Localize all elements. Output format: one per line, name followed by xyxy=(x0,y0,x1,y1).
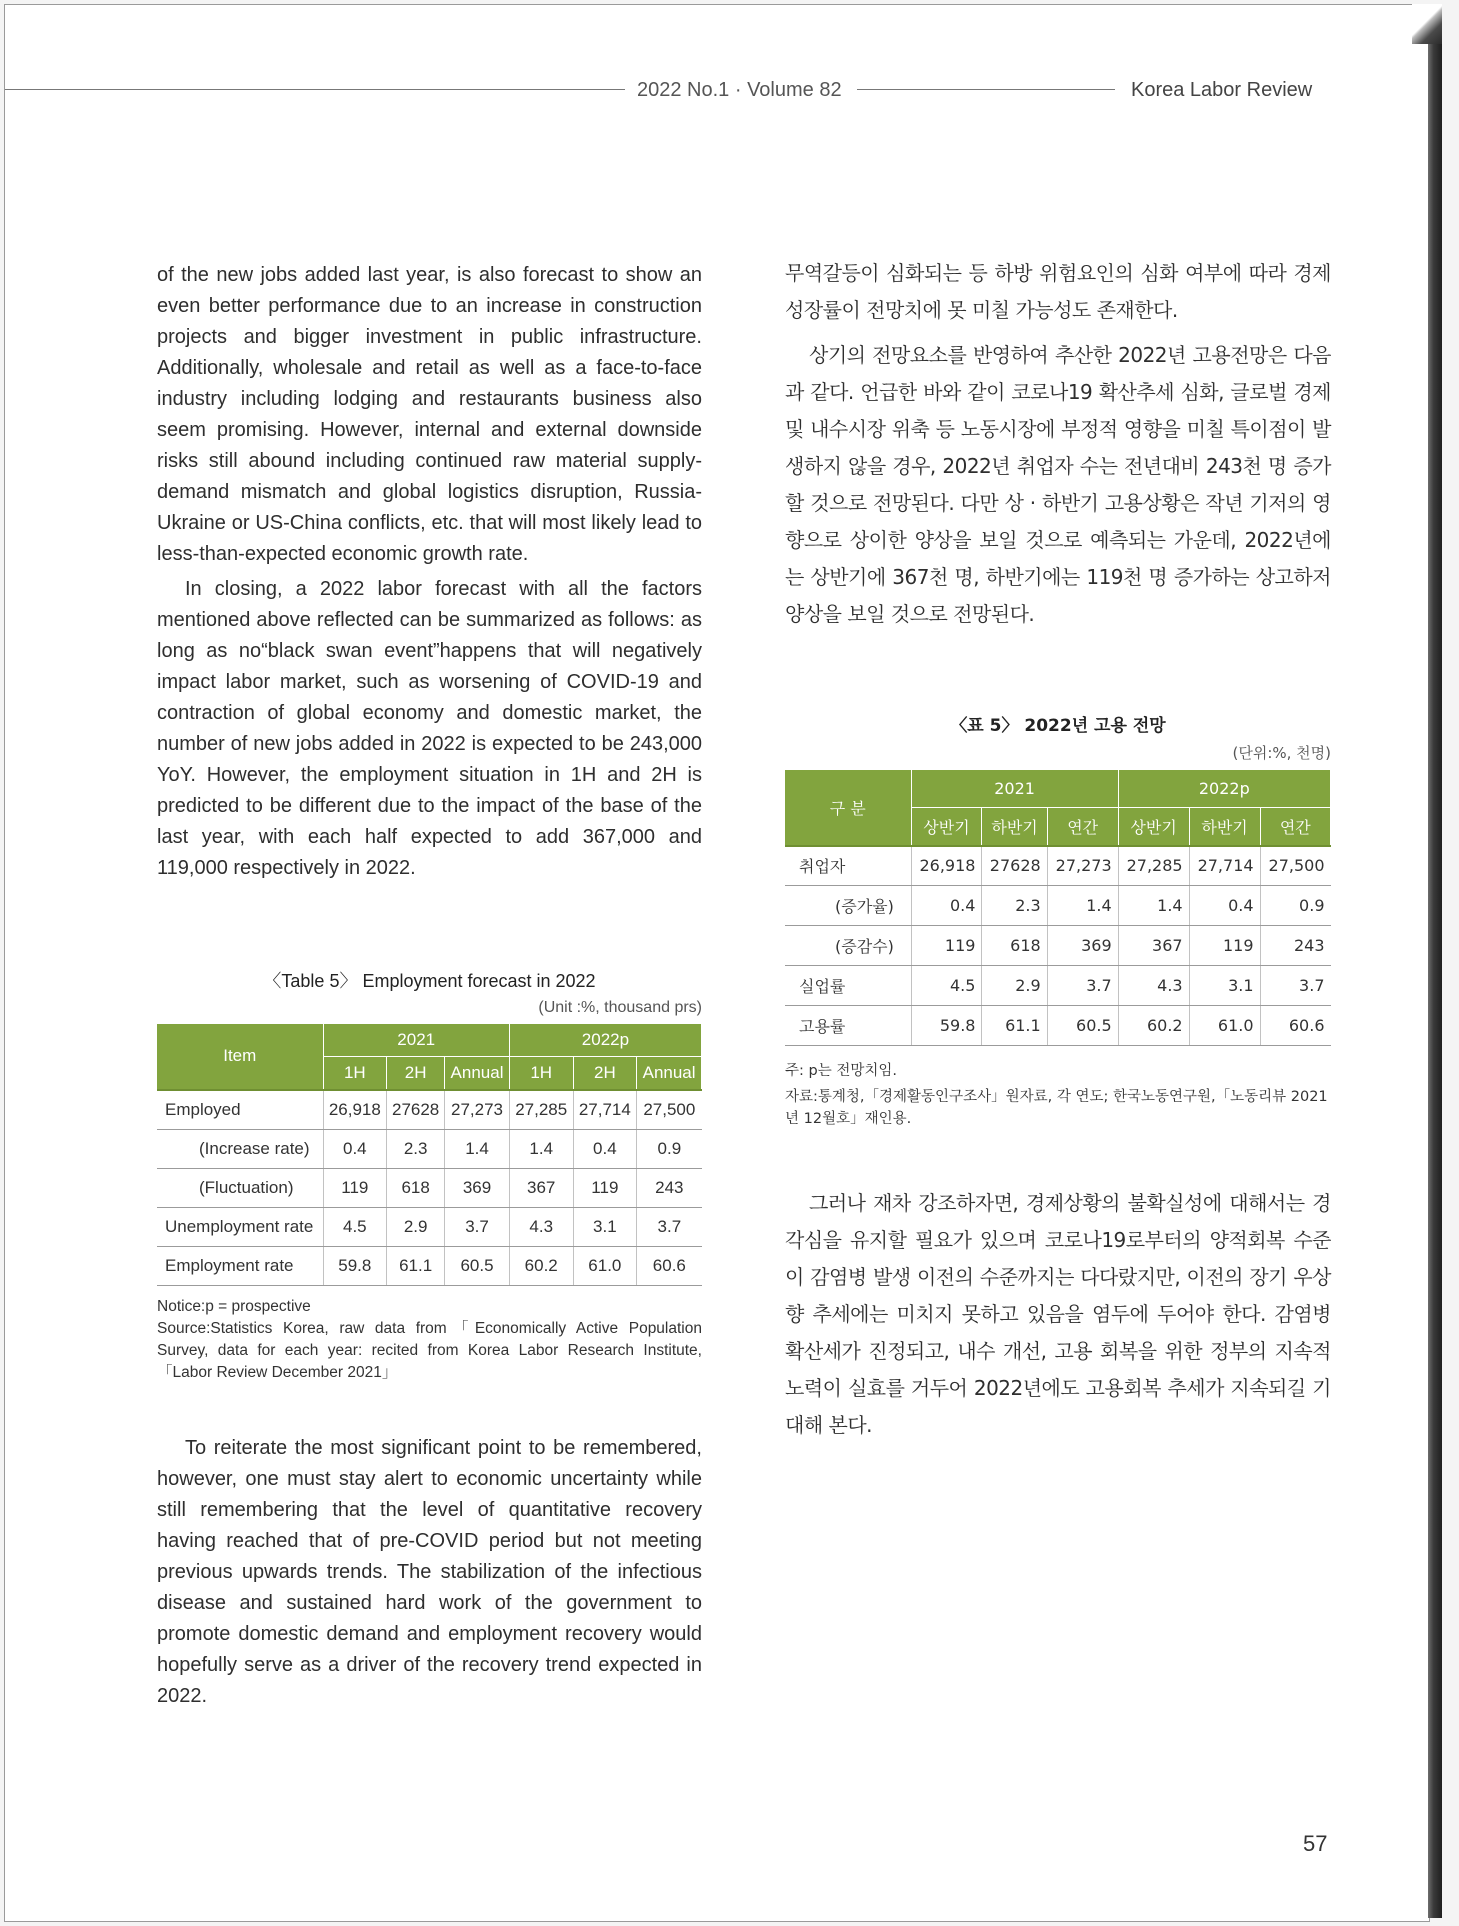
cell: 61.1 xyxy=(982,1006,1047,1046)
cell: 2.9 xyxy=(387,1207,445,1246)
cell: 59.8 xyxy=(323,1246,387,1285)
cell: 369 xyxy=(1047,926,1118,966)
table-en-subheader: 2H xyxy=(387,1057,445,1090)
table-en-unit: (Unit :%, thousand prs) xyxy=(538,999,702,1016)
header-rule-right xyxy=(857,89,1115,90)
table-ko-notes xyxy=(785,1060,1331,1130)
english-paragraph-2: In closing, a 2022 labor forecast with all the factors mentioned above reflected can be summarized as follows: as long as no“black swan event”happens that will negatively impact labor market, such as worsening of COVID-19 and contraction of global economy and domestic market, the number of new jobs added in 2022 is expected to be 243,000 YoY. However, the employment situation in 1H and 2H is predicted to be different due to the impact of the base of the last year, with each half expected to add 367,000 and 119,000 respectively in 2022. xyxy=(157,578,702,879)
table-ko-subheader: 연간 xyxy=(1047,808,1118,846)
page xyxy=(4,4,1430,1922)
cell: 60.6 xyxy=(637,1246,702,1285)
cell: 0.4 xyxy=(911,886,982,926)
cell: 59.8 xyxy=(911,1006,982,1046)
page-curl-corner xyxy=(1412,4,1442,44)
cell: 119 xyxy=(1189,926,1260,966)
row-label: 고용률 xyxy=(785,1006,911,1046)
row-label: 실업률 xyxy=(785,966,911,1006)
table-row xyxy=(785,846,1331,886)
page-edge-shadow xyxy=(1428,4,1442,1918)
table-en-item-header: Item xyxy=(157,1024,323,1090)
row-label: (Fluctuation) xyxy=(157,1168,323,1207)
table-en-subheader: 1H xyxy=(509,1057,573,1090)
table-ko-subheader: 상반기 xyxy=(911,808,982,846)
table-en-subheader: 2H xyxy=(573,1057,637,1090)
english-paragraph-1: of the new jobs added last year, is also forecast to show an even better performance due to an increase in construction projects and bigger investment in public infrastructure. Additionally, wholesale and retail as well as a face-to-face industry including lodging and restaurants business also seem promising. However, internal and external downside risks still abound including continued raw material supply-demand mismatch and global logistics disruption, Russia-Ukraine or US-China conflicts, etc. that will most likely lead to less-than-expected economic growth rate. xyxy=(157,264,702,565)
cell: 27628 xyxy=(387,1090,445,1130)
row-label: 취업자 xyxy=(785,846,911,886)
journal-title: Korea Labor Review xyxy=(1131,79,1313,101)
cell: 61.0 xyxy=(573,1246,637,1285)
cell: 61.1 xyxy=(387,1246,445,1285)
cell: 3.7 xyxy=(1047,966,1118,1006)
header-rule-left xyxy=(5,89,625,90)
table-ko-subheader: 상반기 xyxy=(1118,808,1189,846)
cell: 2.3 xyxy=(387,1129,445,1168)
table-row xyxy=(785,926,1331,966)
row-label: (증가율) xyxy=(785,886,911,926)
cell: 3.1 xyxy=(1189,966,1260,1006)
cell: 27,273 xyxy=(1047,846,1118,886)
cell: 26,918 xyxy=(323,1090,387,1130)
cell: 27,285 xyxy=(509,1090,573,1130)
cell: 60.6 xyxy=(1260,1006,1330,1046)
table-ko-year-2022p: 2022p xyxy=(1118,770,1330,808)
cell: 119 xyxy=(323,1168,387,1207)
table-ko-source: 자료:통계청,「경제활동인구조사」원자료, 각 연도; 한국노동연구원,「노동리뷰 2021년 12월호」재인용. xyxy=(785,1089,1328,1127)
table-en-year-2021: 2021 xyxy=(323,1024,509,1057)
table-en-subheader: Annual xyxy=(445,1057,510,1090)
table-ko-subheader: 연간 xyxy=(1260,808,1330,846)
table-row xyxy=(157,1246,702,1285)
cell: 60.2 xyxy=(509,1246,573,1285)
table-en-block xyxy=(157,967,702,1384)
cell: 27,285 xyxy=(1118,846,1189,886)
table-row xyxy=(157,1168,702,1207)
table-en-notes xyxy=(157,1296,702,1384)
table-en-year-2022p: 2022p xyxy=(509,1024,701,1057)
cell: 60.5 xyxy=(1047,1006,1118,1046)
cell: 1.4 xyxy=(445,1129,510,1168)
cell: 26,918 xyxy=(911,846,982,886)
row-label: (Increase rate) xyxy=(157,1129,323,1168)
cell: 367 xyxy=(509,1168,573,1207)
korean-column-lower xyxy=(785,1185,1331,1444)
cell: 3.7 xyxy=(1260,966,1330,1006)
cell: 618 xyxy=(982,926,1047,966)
cell: 243 xyxy=(637,1168,702,1207)
table-row xyxy=(785,1006,1331,1046)
cell: 367 xyxy=(1118,926,1189,966)
cell: 1.4 xyxy=(1118,886,1189,926)
table-row xyxy=(157,1207,702,1246)
cell: 369 xyxy=(445,1168,510,1207)
table-ko-unit: (단위:%, 천명) xyxy=(1232,744,1331,762)
cell: 27628 xyxy=(982,846,1047,886)
cell: 4.3 xyxy=(509,1207,573,1246)
table-row xyxy=(157,1129,702,1168)
cell: 1.4 xyxy=(509,1129,573,1168)
cell: 0.4 xyxy=(1189,886,1260,926)
english-column-lower xyxy=(157,1433,702,1712)
cell: 3.7 xyxy=(637,1207,702,1246)
cell: 2.9 xyxy=(982,966,1047,1006)
table-ko xyxy=(785,769,1331,1046)
cell: 618 xyxy=(387,1168,445,1207)
table-en-subheader: 1H xyxy=(323,1057,387,1090)
row-label: Unemployment rate xyxy=(157,1207,323,1246)
english-column xyxy=(157,260,702,884)
table-ko-notice: 주: p는 전망치임. xyxy=(785,1063,897,1079)
cell: 61.0 xyxy=(1189,1006,1260,1046)
issue-label: 2022 No.1 · Volume 82 xyxy=(637,79,842,101)
table-en-notice: Notice:p = prospective xyxy=(157,1297,311,1315)
cell: 2.3 xyxy=(982,886,1047,926)
cell: 4.5 xyxy=(911,966,982,1006)
row-label: Employed xyxy=(157,1090,323,1130)
row-label: (증감수) xyxy=(785,926,911,966)
cell: 0.4 xyxy=(323,1129,387,1168)
table-ko-item-header: 구 분 xyxy=(785,770,911,846)
cell: 0.9 xyxy=(637,1129,702,1168)
page-number: 57 xyxy=(1303,1831,1328,1856)
table-ko-subheader: 하반기 xyxy=(982,808,1047,846)
cell: 60.5 xyxy=(445,1246,510,1285)
korean-paragraph-2: 상기의 전망요소를 반영하여 추산한 2022년 고용전망은 다음과 같다. 언급한 바와 같이 코로나19 확산추세 심화, 글로벌 경제 및 내수시장 위축 등 노동시장에 부정적 영향을 미칠 특이점이 발생하지 않을 경우, 2022년 취업자 수는 전년대비 243천 명 증가할 것으로 전망된다. 다만 상 · 하반기 고용상황은 작년 기저의 영향으로 상이한 양상을 보일 것으로 예측되는 가운데, 2022년에는 상반기에 367천 명, 하반기에는 119천 명 증가하는 상고하저 양상을 보일 것으로 전망된다. xyxy=(785,343,1331,626)
cell: 4.3 xyxy=(1118,966,1189,1006)
cell: 27,714 xyxy=(573,1090,637,1130)
cell: 27,273 xyxy=(445,1090,510,1130)
table-ko-title: 〈표 5〉 2022년 고용 전망 xyxy=(950,716,1166,736)
cell: 3.7 xyxy=(445,1207,510,1246)
cell: 1.4 xyxy=(1047,886,1118,926)
korean-paragraph-3: 그러나 재차 강조하자면, 경제상황의 불확실성에 대해서는 경각심을 유지할 필요가 있으며 코로나19로부터의 양적회복 수준이 감염병 발생 이전의 수준까지는 다다랐지만, 이전의 장기 우상향 추세에는 미치지 못하고 있음을 염두에 두어야 한다. 감염병 확산세가 진정되고, 내수 개선, 고용 회복을 위한 정부의 지속적 노력이 실효를 거두어 2022년에도 고용회복 추세가 지속되길 기대해 본다. xyxy=(785,1191,1331,1437)
table-en xyxy=(157,1023,702,1286)
cell: 27,500 xyxy=(1260,846,1330,886)
table-ko-subheader: 하반기 xyxy=(1189,808,1260,846)
cell: 60.2 xyxy=(1118,1006,1189,1046)
table-row xyxy=(157,1090,702,1130)
cell: 27,500 xyxy=(637,1090,702,1130)
table-row xyxy=(785,886,1331,926)
korean-paragraph-1: 무역갈등이 심화되는 등 하방 위험요인의 심화 여부에 따라 경제 성장률이 전망치에 못 미칠 가능성도 존재한다. xyxy=(785,261,1331,322)
table-ko-block xyxy=(785,711,1331,1130)
table-row xyxy=(785,966,1331,1006)
cell: 119 xyxy=(573,1168,637,1207)
korean-column xyxy=(785,255,1331,633)
table-en-source: Source:Statistics Korea, raw data from「Economically Active Population Survey, data for each year: recited from Korea Labor Research Institute,「Labor Review December 2021」 xyxy=(157,1319,702,1381)
table-en-subheader: Annual xyxy=(637,1057,702,1090)
cell: 0.4 xyxy=(573,1129,637,1168)
cell: 4.5 xyxy=(323,1207,387,1246)
row-label: Employment rate xyxy=(157,1246,323,1285)
cell: 0.9 xyxy=(1260,886,1330,926)
table-en-title: 〈Table 5〉 Employment forecast in 2022 xyxy=(263,971,596,991)
cell: 3.1 xyxy=(573,1207,637,1246)
cell: 243 xyxy=(1260,926,1330,966)
table-ko-year-2021: 2021 xyxy=(911,770,1118,808)
english-paragraph-3: To reiterate the most significant point to be remembered, however, one must stay alert to economic uncertainty while still remembering that the level of quantitative recovery having reached that of pre-COVID period but not meeting previous upwards trends. The stabilization of the infectious disease and sustained hard work of the government to promote domestic demand and employment recovery would hopefully serve as a driver of the recovery trend expected in 2022. xyxy=(157,1437,702,1707)
cell: 27,714 xyxy=(1189,846,1260,886)
cell: 119 xyxy=(911,926,982,966)
